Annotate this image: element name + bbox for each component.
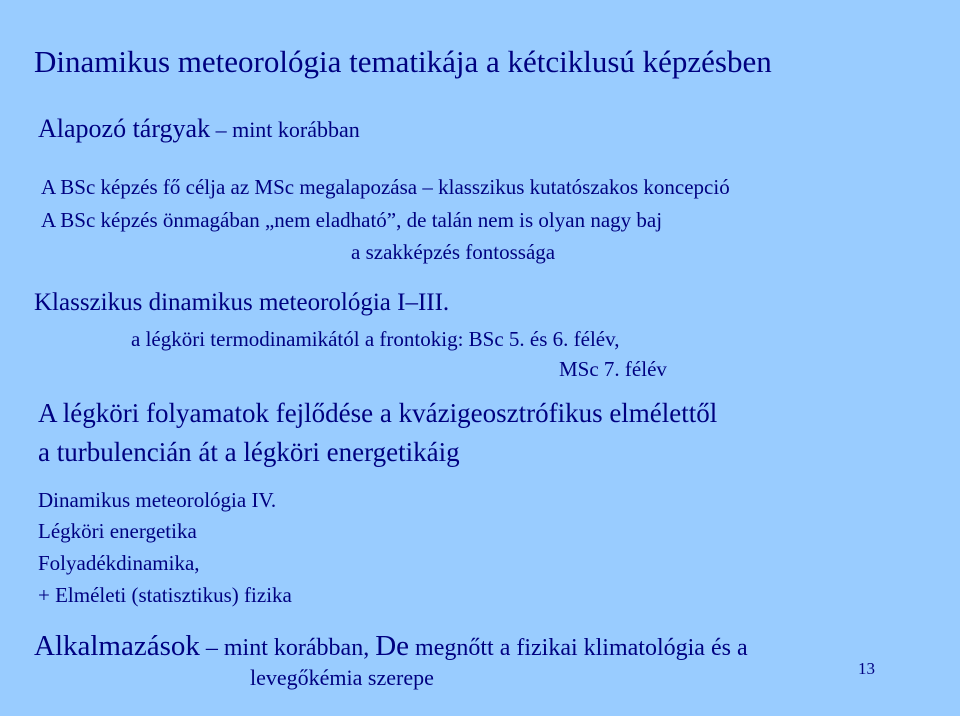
alkalmazasok-mid: – mint korábban, — [199, 635, 376, 661]
msc-subject-item: + Elméleti (statisztikus) fizika — [38, 583, 292, 607]
page-number: 13 — [858, 659, 875, 678]
klasszikus-detail-2: MSc 7. félév — [559, 357, 667, 381]
klasszikus-detail-1: a légköri termodinamikától a frontokig: BSc 5. és 6. félév, — [131, 327, 620, 351]
alkalmazasok-line — [34, 632, 748, 661]
alapozo-heading: Alapozó tárgyak — [38, 114, 211, 143]
bsc-goal-line-2: A BSc képzés önmagában „nem eladható”, de talán nem is olyan nagy baj — [41, 208, 663, 232]
alkalmazasok-de: De — [375, 630, 410, 662]
alapozo-note: – mint korábban — [210, 117, 360, 142]
folyamatok-line-1: A légköri folyamatok fejlődése a kvázigeosztrófikus elmélettől — [38, 398, 718, 428]
alkalmazasok-rest: megnőtt a fizikai klimatológia és a — [409, 635, 748, 661]
alkalmazasok-heading: Alkalmazások — [34, 630, 200, 662]
slide-title: Dinamikus meteorológia tematikája a kétciklusú képzésben — [34, 44, 772, 79]
klasszikus-heading: Klasszikus dinamikus meteorológia I–III. — [34, 289, 450, 316]
msc-subject-item: Dinamikus meteorológia IV. — [38, 488, 277, 512]
folyamatok-line-2: a turbulencián át a légköri energetikáig — [38, 437, 460, 467]
alkalmazasok-line-2: levegőkémia szerepe — [250, 665, 434, 690]
alapozo-line — [38, 116, 360, 142]
msc-subject-item: Légköri energetika — [38, 519, 197, 543]
msc-subject-item: Folyadékdinamika, — [38, 551, 200, 575]
bsc-goal-line-3: a szakképzés fontossága — [351, 240, 556, 264]
bsc-goal-line-1: A BSc képzés fő célja az MSc megalapozása – klasszikus kutatószakos koncepció — [41, 175, 730, 199]
